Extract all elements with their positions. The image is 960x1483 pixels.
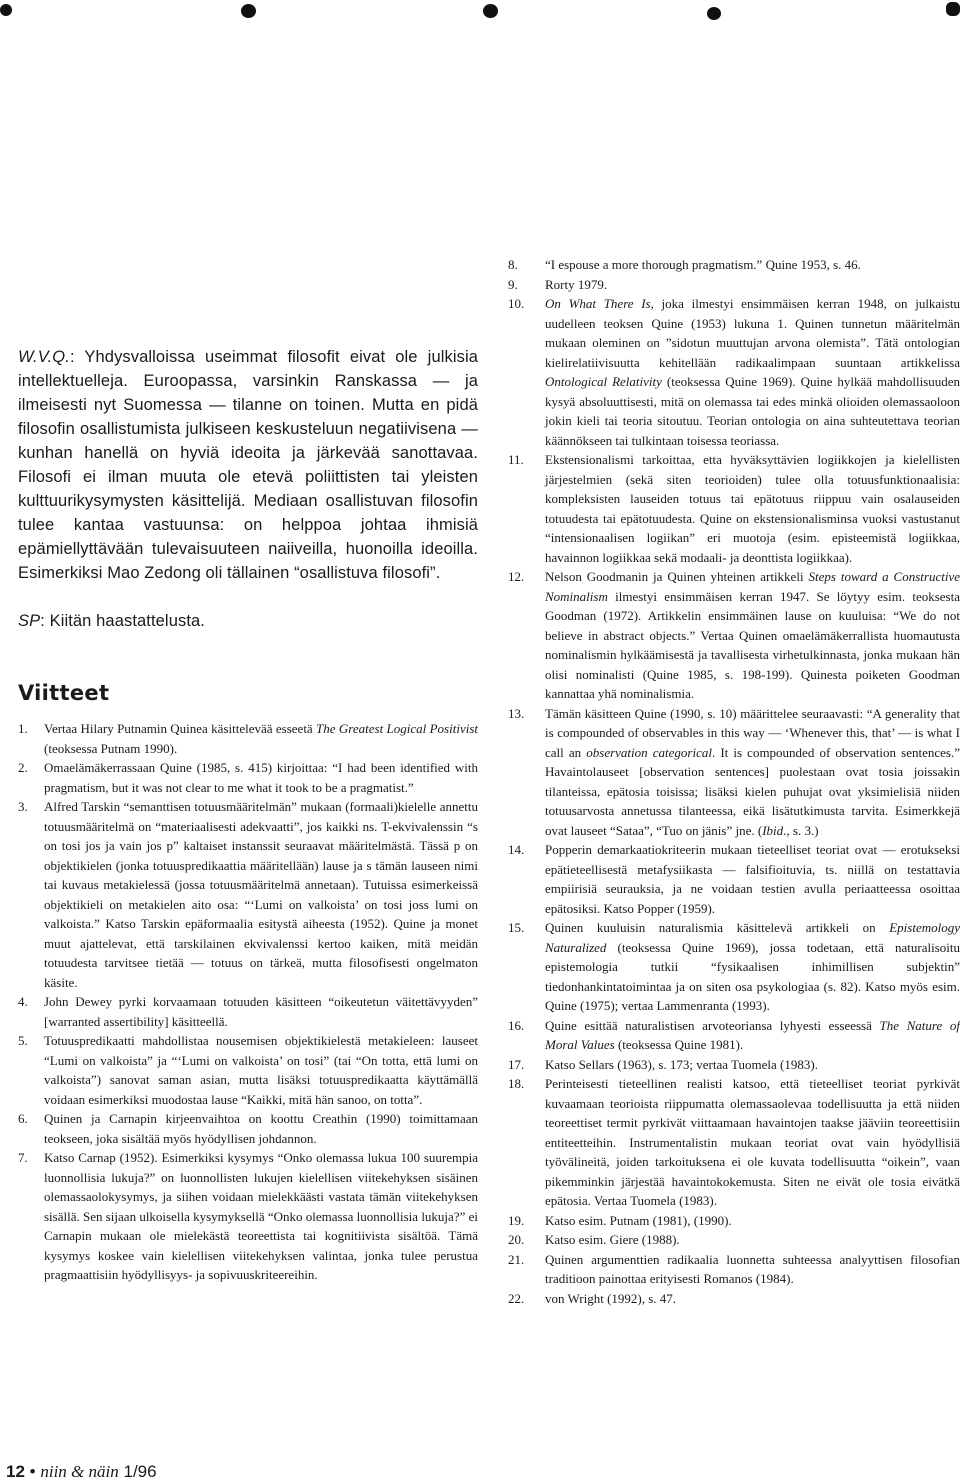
footnote-text: “I espouse a more thorough pragmatism.” Quine 1953, s. 46. xyxy=(545,257,861,272)
footnote-text: Rorty 1979. xyxy=(545,276,608,292)
footnote-text: Katso Carnap (1952). Esimerkiksi kysymys “Onko olemassa lukua 100 suurempia luonnollisia lukuja?” on luonnollisten lukujen kielellisen viitekehyksen sisäinen olemassaolokysymys, ja siihen voidaan mielekkäästi vastata tämän viitekehyksen sisällä. Sen sijaan ulkoisella kysymyksellä “Onko olemassa luonnollisia lukuja?” ei Carnapin mukaan ole mielekästä teoreettista tai kognitiivista sisältöä. Tämä kysymys koskee vain kielellisen viitekehyksen valintaa, jonka tulee perustua pragmaattisiin hyödyllisyys- ja sopivuuskriteereihin. xyxy=(44,1150,478,1282)
footnote-number: 21. xyxy=(508,1251,525,1267)
footnote-item xyxy=(508,1074,960,1211)
footnote-item xyxy=(508,450,960,567)
footnote-text: Quinen ja Carnapin kirjeenvaihtoa on koottu Creathin (1990) toimittamaan teokseen, joka sisältää myös hyödyllisen johdannon. xyxy=(44,1111,478,1146)
issue-number: 1/96 xyxy=(123,1462,157,1481)
footnote-text: Tämän käsitteen Quine (1990, s. 10) määrittelee seuraavasti: “A generality that is compounded of observables in this way — ‘Whenever this, that’ — is what I call an observation categorical. It is compounded of observation sentences.” Havaintolauseet [observation sentences] puolestaan ovat tosia joissakin tilanteissa, epätosia toisissa; lisäksi kielen puhujat ovat yksimielisiä niiden totuusarvosta annetussa tilanteessa, eikä lisätutkimusta tarvita. Esimerkkejä ovat lauseet “Sataa”, “Tuo on jänis” jne. (Ibid., s. 3.) xyxy=(545,705,960,838)
footnote-text: Katso esim. Giere (1988). xyxy=(545,1232,680,1247)
notes-list-right xyxy=(508,255,960,1308)
footnote-text: Quinen kuuluisin naturalismia käsittelevä artikkeli on Epistemology Naturalized (teoksessa Quine 1969), jossa todetaan, että naturalisoitu epistemologia tutkii “fysikaalisen inhimillisen subjektin” tiedonhankintatoimintaa ja on siten osa psykologiaa (s. 82). Katso myös esim. Quine (1975); vertaa Lammenranta (1993). xyxy=(545,920,960,1013)
speaker-initials: W.V.Q. xyxy=(18,348,70,366)
footnote-number: 8. xyxy=(508,257,518,272)
footnote-text: Popperin demarkaatiokriteerin mukaan tieteelliset teoriat ovat — erotukseksi epätieteellisestä metafysiikasta — falsifioituvia, ts. niillä on testattavia empiirisiä seurauksia, ja ne voidaan testien avulla periaatteessa osoittaa epätosiksi. Katso Popper (1959). xyxy=(545,842,960,916)
footnote-item xyxy=(508,704,960,841)
footnote-number: 16. xyxy=(508,1017,525,1033)
footnote-item xyxy=(508,255,960,275)
footnote-text: Katso Sellars (1963), s. 173; vertaa Tuomela (1983). xyxy=(545,1056,818,1072)
footnote-number: 1. xyxy=(18,721,28,736)
footnote-item xyxy=(18,758,478,797)
notes-list-left xyxy=(18,719,478,1285)
footnote-text: Quine esittää naturalistisen arvoteoriansa lyhyesti esseessä The Nature of Moral Values (teoksessa Quine 1981). xyxy=(545,1017,960,1052)
footnote-item xyxy=(18,797,478,992)
closing-text: : Kiitän haastattelusta. xyxy=(40,612,205,630)
footnote-text: Omaelämäkerrassaan Quine (1985, s. 415) kirjoittaa: “I had been identified with pragmatism, but it was not clear to me what it took to be a pragmatist.” xyxy=(44,760,478,795)
footnote-number: 14. xyxy=(508,842,525,857)
references-heading: Viitteet xyxy=(18,681,110,705)
footnote-text: Quinen argumenttien radikaalia luonnetta suhteessa analyyttisen filosofian traditioon painottaa erityisesti Romanos (1984). xyxy=(545,1251,960,1286)
left-column xyxy=(18,345,478,1285)
footnote-text: On What There Is, joka ilmestyi ensimmäisen kerran 1948, on julkaistu uudelleen teoksen Quine (1953) lukuna 1. Quinen tunnetun määritelmän mukaan oleminen on ”sidotun muuttujan arvona olemista”. Tätä ontologian kielirelatiivisuutta kehitellään radikaalimpaan suuntaan artikkelissa Ontological Relativity (teoksessa Quine 1969). Quine hylkää mahdollisuuden kysyä absoluuttisesti, mitä on olemassa tai edes minkä olioiden olemassaoloon jokin kieli tai teoria sitoutuu. Teorian ontologia on aina suhteutettava teorian käännökseen tai tulkintaan toisessa teoriassa. xyxy=(545,296,960,448)
footnote-item xyxy=(508,1230,960,1250)
footnote-number: 12. xyxy=(508,569,525,584)
footnote-text: Vertaa Hilary Putnamin Quinea käsittelevää esseetä The Greatest Logical Positivist (teoksessa Putnam 1990). xyxy=(44,721,478,756)
footnote-text: Katso esim. Putnam (1981), (1990). xyxy=(545,1212,732,1228)
footnote-item xyxy=(508,918,960,1016)
magazine-title: niin & näin xyxy=(40,1462,119,1481)
footnote-item xyxy=(18,1109,478,1148)
footnote-number: 5. xyxy=(18,1033,28,1048)
footnote-item xyxy=(508,1250,960,1289)
footnote-text: Alfred Tarskin “semanttisen totuusmääritelmän” mukaan (formaali)kielelle annettu totuusmääritelmä on “materiaalisesti adekvaatti”, jos kaikki ns. T-ekvivalenssin “s on tosi jos ja vain jos p” kaltaiset instanssit seuraavat määritelmästä. Tässä p on objektikielen (jonka totuuspredikaattia määritellään) lause ja s tämän lauseen nimi tai kuvaus metakielessä (jossa totuusmääritelmä annetaan). Tutuissa esimerkeissä objektikieli on metakielen aito osa: “‘Lumi on valkoista’ on tosi joss lumi on valkoista.” Katso Tarskin epäformaalia esitystä aiheesta (1952). Quine ja monet muut ajattelevat, että tarskilainen ekvivalenssi kertoo kaiken, mitä meidän totuudesta tarvitsee tietää — totuus on tärkeä, mutta filosofisesti ongelmaton käsite. xyxy=(44,799,478,990)
footnote-number: 3. xyxy=(18,799,28,814)
ink-blot xyxy=(241,4,256,18)
right-column xyxy=(508,255,960,1308)
footnote-number: 9. xyxy=(508,276,518,292)
footnote-number: 10. xyxy=(508,296,525,311)
footnote-item xyxy=(18,992,478,1031)
footnote-item xyxy=(508,294,960,450)
footnote-number: 17. xyxy=(508,1056,525,1072)
footnote-number: 6. xyxy=(18,1111,28,1126)
closing-line xyxy=(18,609,478,633)
ink-blot xyxy=(707,7,721,20)
footnote-item xyxy=(508,840,960,918)
footnote-text: Ekstensionalismi tarkoittaa, etta hyväksyttävien logiikkojen ja kielellisten järjestelmien (sekä siten teorioiden) tulee olla totuusfunktionaalisia: kompleksisten lauseiden totuus tai epätotuus riippuu vain osalauseiden totuudesta tai epätotuudesta. Quine on ekstensionalisminsa vuoksi vastustanut “intensionaalisen logiikan” eri muotoja (esim. episteemistä logiikkaa, havainnon logiikkaa sekä modaali- ja deonttista logiikkaa). xyxy=(545,452,960,565)
footnote-item xyxy=(18,719,478,758)
footnote-number: 11. xyxy=(508,452,524,467)
footnote-item xyxy=(508,275,960,295)
footnote-number: 15. xyxy=(508,920,525,935)
ink-blot xyxy=(946,2,960,16)
footnote-text: Totuuspredikaatti mahdollistaa nousemisen objektikielestä metakieleen: lauseet “Lumi on valkoista” ja “‘Lumi on valkoista’ on tosi” (tai “On totta, että lumi on valkoista”) sanovat saman asian, mutta lisäksi totuuspredikaatta käyttämällä voidaan esimerkiksi muodostaa lause “Kaikki, mitä hän sanoo, on totta”. xyxy=(44,1033,478,1107)
footnote-item xyxy=(18,1148,478,1285)
footnote-number: 4. xyxy=(18,994,28,1009)
footnote-text: John Dewey pyrki korvaamaan totuuden käsitteen “oikeutetun väitettävyyden” [warranted assertibility] käsitteellä. xyxy=(44,994,478,1029)
footnote-number: 19. xyxy=(508,1212,525,1228)
footnote-item xyxy=(508,1016,960,1055)
interview-paragraph xyxy=(18,345,478,585)
ink-blot xyxy=(0,4,12,16)
footnote-number: 22. xyxy=(508,1290,525,1306)
footnote-number: 2. xyxy=(18,760,28,775)
footnote-number: 7. xyxy=(18,1150,28,1165)
ink-blot xyxy=(483,4,498,18)
paragraph-text: : Yhdysvalloissa useimmat filosofit eivat ole julkisia intellektuelleja. Euroopassa, varsinkin Ranskassa — ja ilmeisesti nyt Suomessa — tilanne on toinen. Mutta en pidä filosofin osallistumista julkiseen keskusteluun negatiivisena — kunhan hanellä on hyviä ideoita ja järkevää sanottavaa. Filosofi ei ilman muuta ole etevä poliittisten tai yleisten kulttuurikysymysten käsittelijä. Mediaan osallistuvan filosofin tulee kantaa vastuunsa: on helppoa johtaa ihmisiä epämiellyttävään tulevaisuuteen naiiveilla, huonoilla ideoilla. Esimerkiksi Mao Zedong oli tällainen “osallistuva filosofi”. xyxy=(18,348,478,582)
footnote-item xyxy=(18,1031,478,1109)
footnote-item xyxy=(508,1211,960,1231)
footnote-text: Nelson Goodmanin ja Quinen yhteinen artikkeli Steps toward a Constructive Nominalism ilmestyi ensimmäisen kerran 1947. Se löytyy esim. teoksesta Goodman (1972). Artikkelin ensimmäinen lause on kuuluisa: “We do not believe in abstract objects.” Vertaa Quinen omaelämäkerrallista huomautusta nominalismin hylkäämisestä ja tavallisesta virhetulkinnasta, jonka mukaan hän olisi nominalisti (Quine 1985, s. 198-199). Quinesta poiketen Goodman kannattaa yhä nominalismia. xyxy=(545,569,960,701)
footnote-item xyxy=(508,1055,960,1075)
footnote-number: 18. xyxy=(508,1076,525,1091)
footnote-number: 20. xyxy=(508,1232,525,1247)
page-footer xyxy=(6,1462,157,1482)
footnote-item xyxy=(508,567,960,704)
footnote-text: von Wright (1992), s. 47. xyxy=(545,1290,677,1306)
footnote-text: Perinteisesti tieteellinen realisti katsoo, että tieteelliset teoriat pyrkivät kuvaamaan teorioista riippumatta olemassaolevaa todellisuutta ja että niiden teoreettiset termit pyrkivät viittaamaan havaintojen taakse jääviin teoreettisiin entiteetteihin. Instrumentalistin mukaan teoriat ovat vain hyödyllisiä työvälineitä, joiden tarkoituksena ei ole kuvata todellisuutta “oikein”, vaan pikemminkin järjestää havaintokokemusta. Siten ne eivät ole tosia eivätkä epätosia. Vertaa Tuomela (1983). xyxy=(545,1076,960,1208)
footnote-number: 13. xyxy=(508,705,525,721)
speaker-initials: SP xyxy=(18,612,41,630)
page-number: 12 xyxy=(6,1462,25,1481)
footnote-item xyxy=(508,1289,960,1309)
footer-bullet: • xyxy=(29,1462,36,1481)
